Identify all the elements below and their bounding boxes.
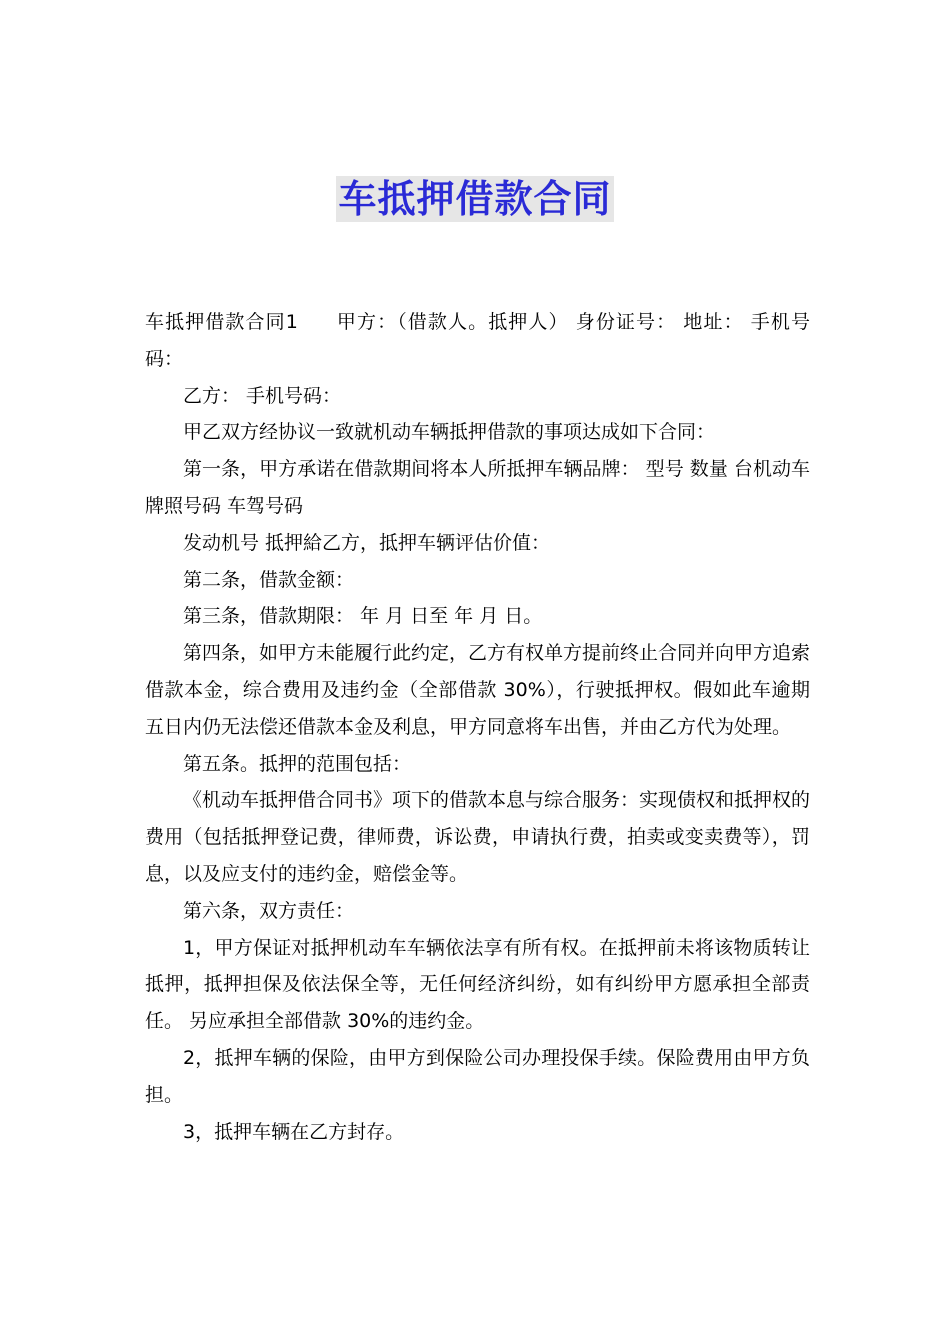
paragraph-scope: 《机动车抵押借合同书》项下的借款本息与综合服务：实现债权和抵押权的费用（包括抵押登记费，律师费，诉讼费，申请执行费，拍卖或变卖费等），罚息，以及应支付的违约金，赔偿金等。 [145, 789, 811, 885]
paragraph-article-6: 第六条，双方责任： [183, 899, 355, 922]
intro-line: 甲方：（借款人。抵押人） 身份证号： 地址： 手机号码： [145, 311, 811, 370]
paragraph-duty-1: 1，甲方保证对抵押机动车车辆依法享有所有权。在抵押前未将该物质转让抵押，抵押担保及依法保全等，无任何经济纠纷，如有纠纷甲方愿承担全部责任。 另应承担全部借款 30%的违约金。 [145, 936, 810, 1033]
intro-heading: 车抵押借款合同1 [145, 311, 298, 333]
paragraph-article-4: 第四条，如甲方未能履行此约定，乙方有权单方提前终止合同并向甲方追索借款本金，综合费用及违约金（全部借款 30%），行驶抵押权。假如此车逾期五日内仍无法偿还借款本金及利息，甲方同意将车出售，并由乙方代为处理。 [145, 642, 811, 738]
paragraph-article-2: 第二条，借款金额： [183, 568, 355, 591]
document-body [145, 304, 810, 1150]
document-title: 车抵押借款合同 [338, 177, 612, 221]
paragraph-duty-2: 2，抵押车辆的保险，由甲方到保险公司办理投保手续。保险费用由甲方负担。 [145, 1046, 810, 1106]
paragraph-article-1: 第一条，甲方承诺在借款期间将本人所抵押车辆品牌： 型号 数量 台机动车牌照号码 车驾号码 [145, 458, 810, 517]
paragraph-agreement: 甲乙双方经协议一致就机动车辆抵押借款的事项达成如下合同： [183, 421, 716, 444]
paragraph-party-b: 乙方： 手机号码： [183, 384, 342, 407]
title-container [0, 176, 950, 222]
paragraph-article-3: 第三条，借款期限： 年 月 日至 年 月 日。 [183, 605, 543, 628]
intro-paragraph [145, 304, 810, 378]
paragraph-duty-3: 3，抵押车辆在乙方封存。 [183, 1120, 405, 1143]
paragraph-article-5: 第五条。抵押的范围包括： [183, 752, 412, 775]
paragraph-engine-number: 发动机号 抵押給乙方，抵押车辆评估价值： [183, 531, 551, 554]
